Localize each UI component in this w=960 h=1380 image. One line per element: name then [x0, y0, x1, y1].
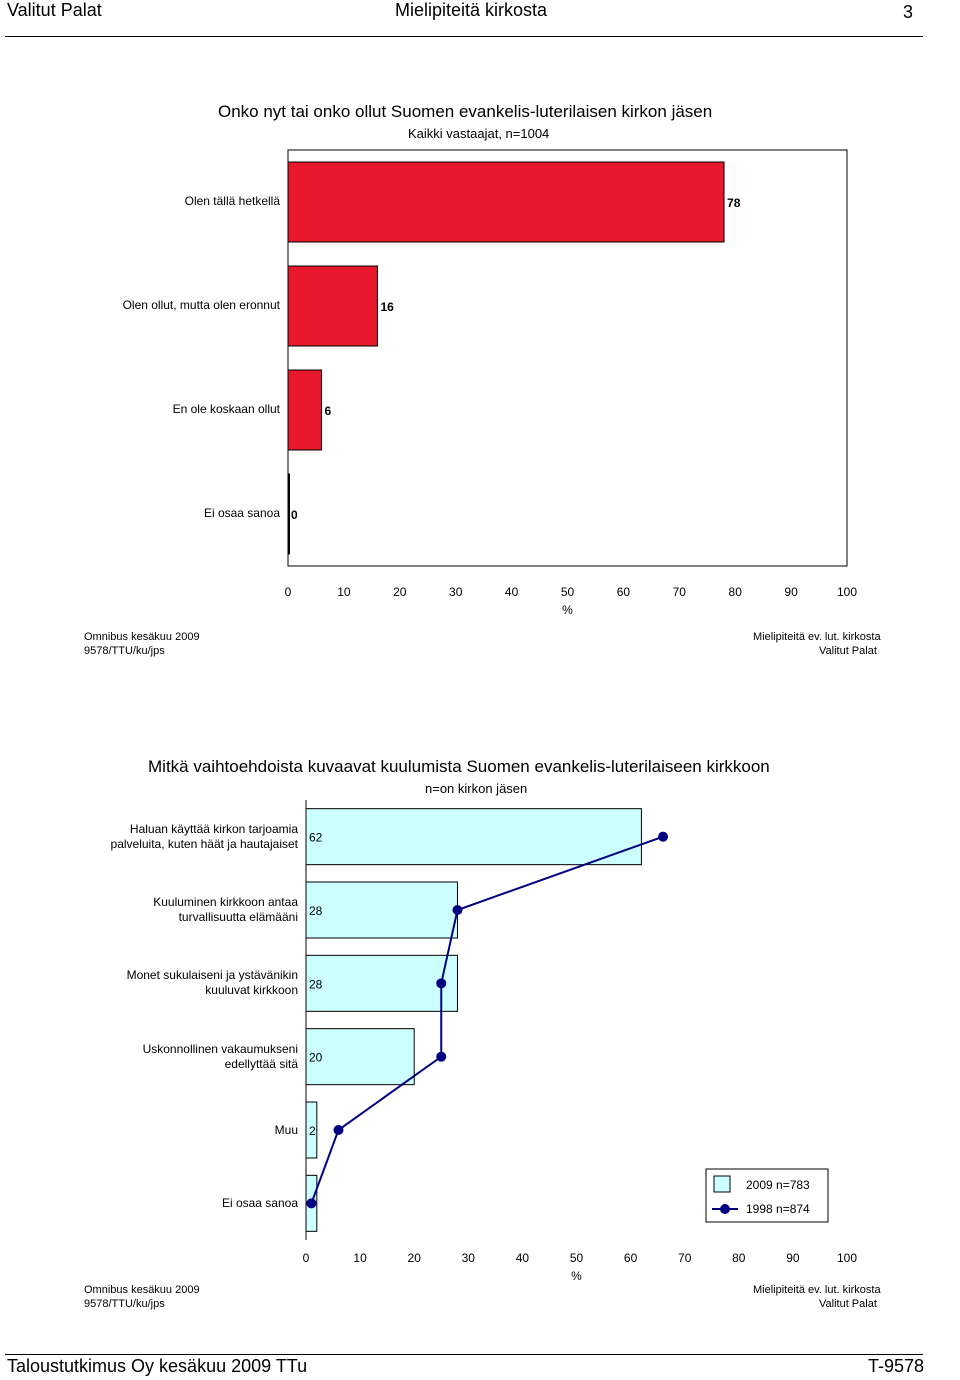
chart1-category-label: En ole koskaan ollut	[172, 402, 280, 416]
footer-rule	[5, 1354, 923, 1355]
chart1-title: Onko nyt tai onko ollut Suomen evankelis-luterilaisen kirkon jäsen	[218, 102, 713, 121]
chart2-plot	[0, 790, 960, 1300]
chart1-bar	[288, 266, 377, 346]
chart2-legend-swatch-2009	[714, 1176, 730, 1192]
chart2-title: Mitkä vaihtoehdoista kuvaavat kuulumista Suomen evankelis-luterilaiseen kirkkoon	[148, 757, 770, 776]
chart1-value-label: 6	[324, 404, 332, 418]
chart2-tick-label: 30	[461, 1251, 475, 1265]
chart2-footer-right-1: Mielipiteitä ev. lut. kirkosta	[753, 1284, 881, 1296]
chart2-category-label: Muu	[274, 1123, 298, 1137]
chart2-category-label: Monet sukulaiseni ja ystävänikin kuuluvat kirkkoon	[126, 968, 298, 998]
chart2-value-label: 28	[309, 904, 323, 918]
chart1-value-label: 0	[291, 508, 298, 522]
chart2-category-label: Uskonnollinen vakaumukseni edellyttää sitä	[142, 1041, 298, 1071]
chart2-line-point	[452, 905, 462, 915]
chart1-plot	[0, 0, 960, 660]
chart1-x-axis-label: %	[562, 603, 573, 617]
chart2-category-label: Ei osaa sanoa	[221, 1196, 298, 1211]
chart2-tick-label: 10	[353, 1251, 367, 1265]
chart2-line-point	[436, 1052, 446, 1062]
chart1-tick-label: 60	[616, 585, 631, 599]
chart2-x-axis-label: %	[571, 1269, 582, 1283]
chart1-tick-label: 40	[504, 585, 519, 599]
chart2-bar	[306, 809, 641, 865]
chart2-category-label: Kuuluminen kirkkoon antaa turvallisuutta elämääni	[153, 895, 298, 924]
chart1-tick-label: 50	[560, 585, 575, 599]
chart2-bar	[306, 955, 457, 1011]
chart2-value-label: 20	[309, 1050, 323, 1065]
chart2-tick-label: 20	[407, 1251, 421, 1265]
chart1-tick-label: 100	[836, 585, 858, 599]
chart1-tick-label: 20	[393, 585, 407, 599]
chart1-bar	[288, 162, 724, 242]
chart1-category-label: Ei osaa sanoa	[203, 506, 280, 520]
chart2-line-point	[333, 1125, 343, 1135]
chart2-footer-left-1: Omnibus kesäkuu 2009	[84, 1284, 200, 1296]
chart2-legend-label-1998: 1998 n=874	[746, 1202, 810, 1216]
header-center: Mielipiteitä kirkosta	[395, 0, 548, 20]
chart1-tick-label: 70	[672, 585, 686, 599]
chart1-subtitle: Kaikki vastaajat, n=1004	[408, 126, 550, 141]
chart1-footer-right-2: Valitut Palat	[819, 645, 877, 657]
chart1-value-label: 16	[380, 300, 394, 314]
chart2-tick-label: 0	[302, 1251, 310, 1265]
chart2-line-point	[436, 978, 446, 988]
chart2-value-label: 62	[309, 830, 323, 845]
chart1-bar	[288, 370, 322, 450]
chart2-tick-label: 40	[515, 1251, 530, 1265]
chart2-value-label: 2	[309, 1124, 316, 1138]
chart2-footer-right-2: Valitut Palat	[819, 1298, 877, 1310]
chart2-tick-label: 80	[732, 1251, 746, 1265]
chart2-value-label: 28	[309, 977, 323, 992]
chart2-category-label: Haluan käyttää kirkon tarjoamia palveluita, kuten häät ja hautajaiset	[110, 821, 298, 851]
chart2-footer-left-2: 9578/TTU/ku/jps	[84, 1298, 165, 1310]
footer-left: Taloustutkimus Oy kesäkuu 2009 TTu	[7, 1356, 308, 1376]
chart1-footer-left-1: Omnibus kesäkuu 2009	[84, 631, 200, 643]
footer-right: T-9578	[868, 1356, 925, 1376]
chart1-category-label: Olen tällä hetkellä	[184, 194, 280, 208]
chart1-value-label: 78	[727, 196, 741, 210]
page-number: 3	[903, 2, 914, 22]
chart2-tick-label: 70	[678, 1251, 692, 1265]
chart2-line-point	[658, 832, 668, 842]
chart1-footer-right-1: Mielipiteitä ev. lut. kirkosta	[753, 631, 881, 643]
chart1-tick-label: 30	[449, 585, 463, 599]
chart1-tick-label: 90	[784, 585, 798, 599]
chart2-tick-label: 50	[569, 1251, 584, 1265]
chart1-tick-label: 10	[337, 585, 351, 599]
chart1-footer-left-2: 9578/TTU/ku/jps	[84, 645, 165, 657]
chart2-tick-label: 100	[836, 1251, 858, 1265]
chart2-legend-marker-1998	[720, 1204, 730, 1214]
chart1-tick-label: 0	[284, 585, 292, 599]
chart2-bar	[306, 882, 457, 938]
chart2-tick-label: 90	[786, 1251, 800, 1265]
chart2-subtitle: n=on kirkon jäsen	[425, 781, 528, 796]
chart1-category-label: Olen ollut, mutta olen eronnut	[122, 298, 280, 312]
chart2-legend-label-2009: 2009 n=783	[746, 1178, 810, 1192]
chart1-tick-label: 80	[728, 585, 742, 599]
chart2-line-point	[306, 1198, 316, 1208]
chart1-bar	[288, 474, 290, 554]
chart2-tick-label: 60	[623, 1251, 638, 1265]
header-left: Valitut Palat	[7, 0, 102, 20]
